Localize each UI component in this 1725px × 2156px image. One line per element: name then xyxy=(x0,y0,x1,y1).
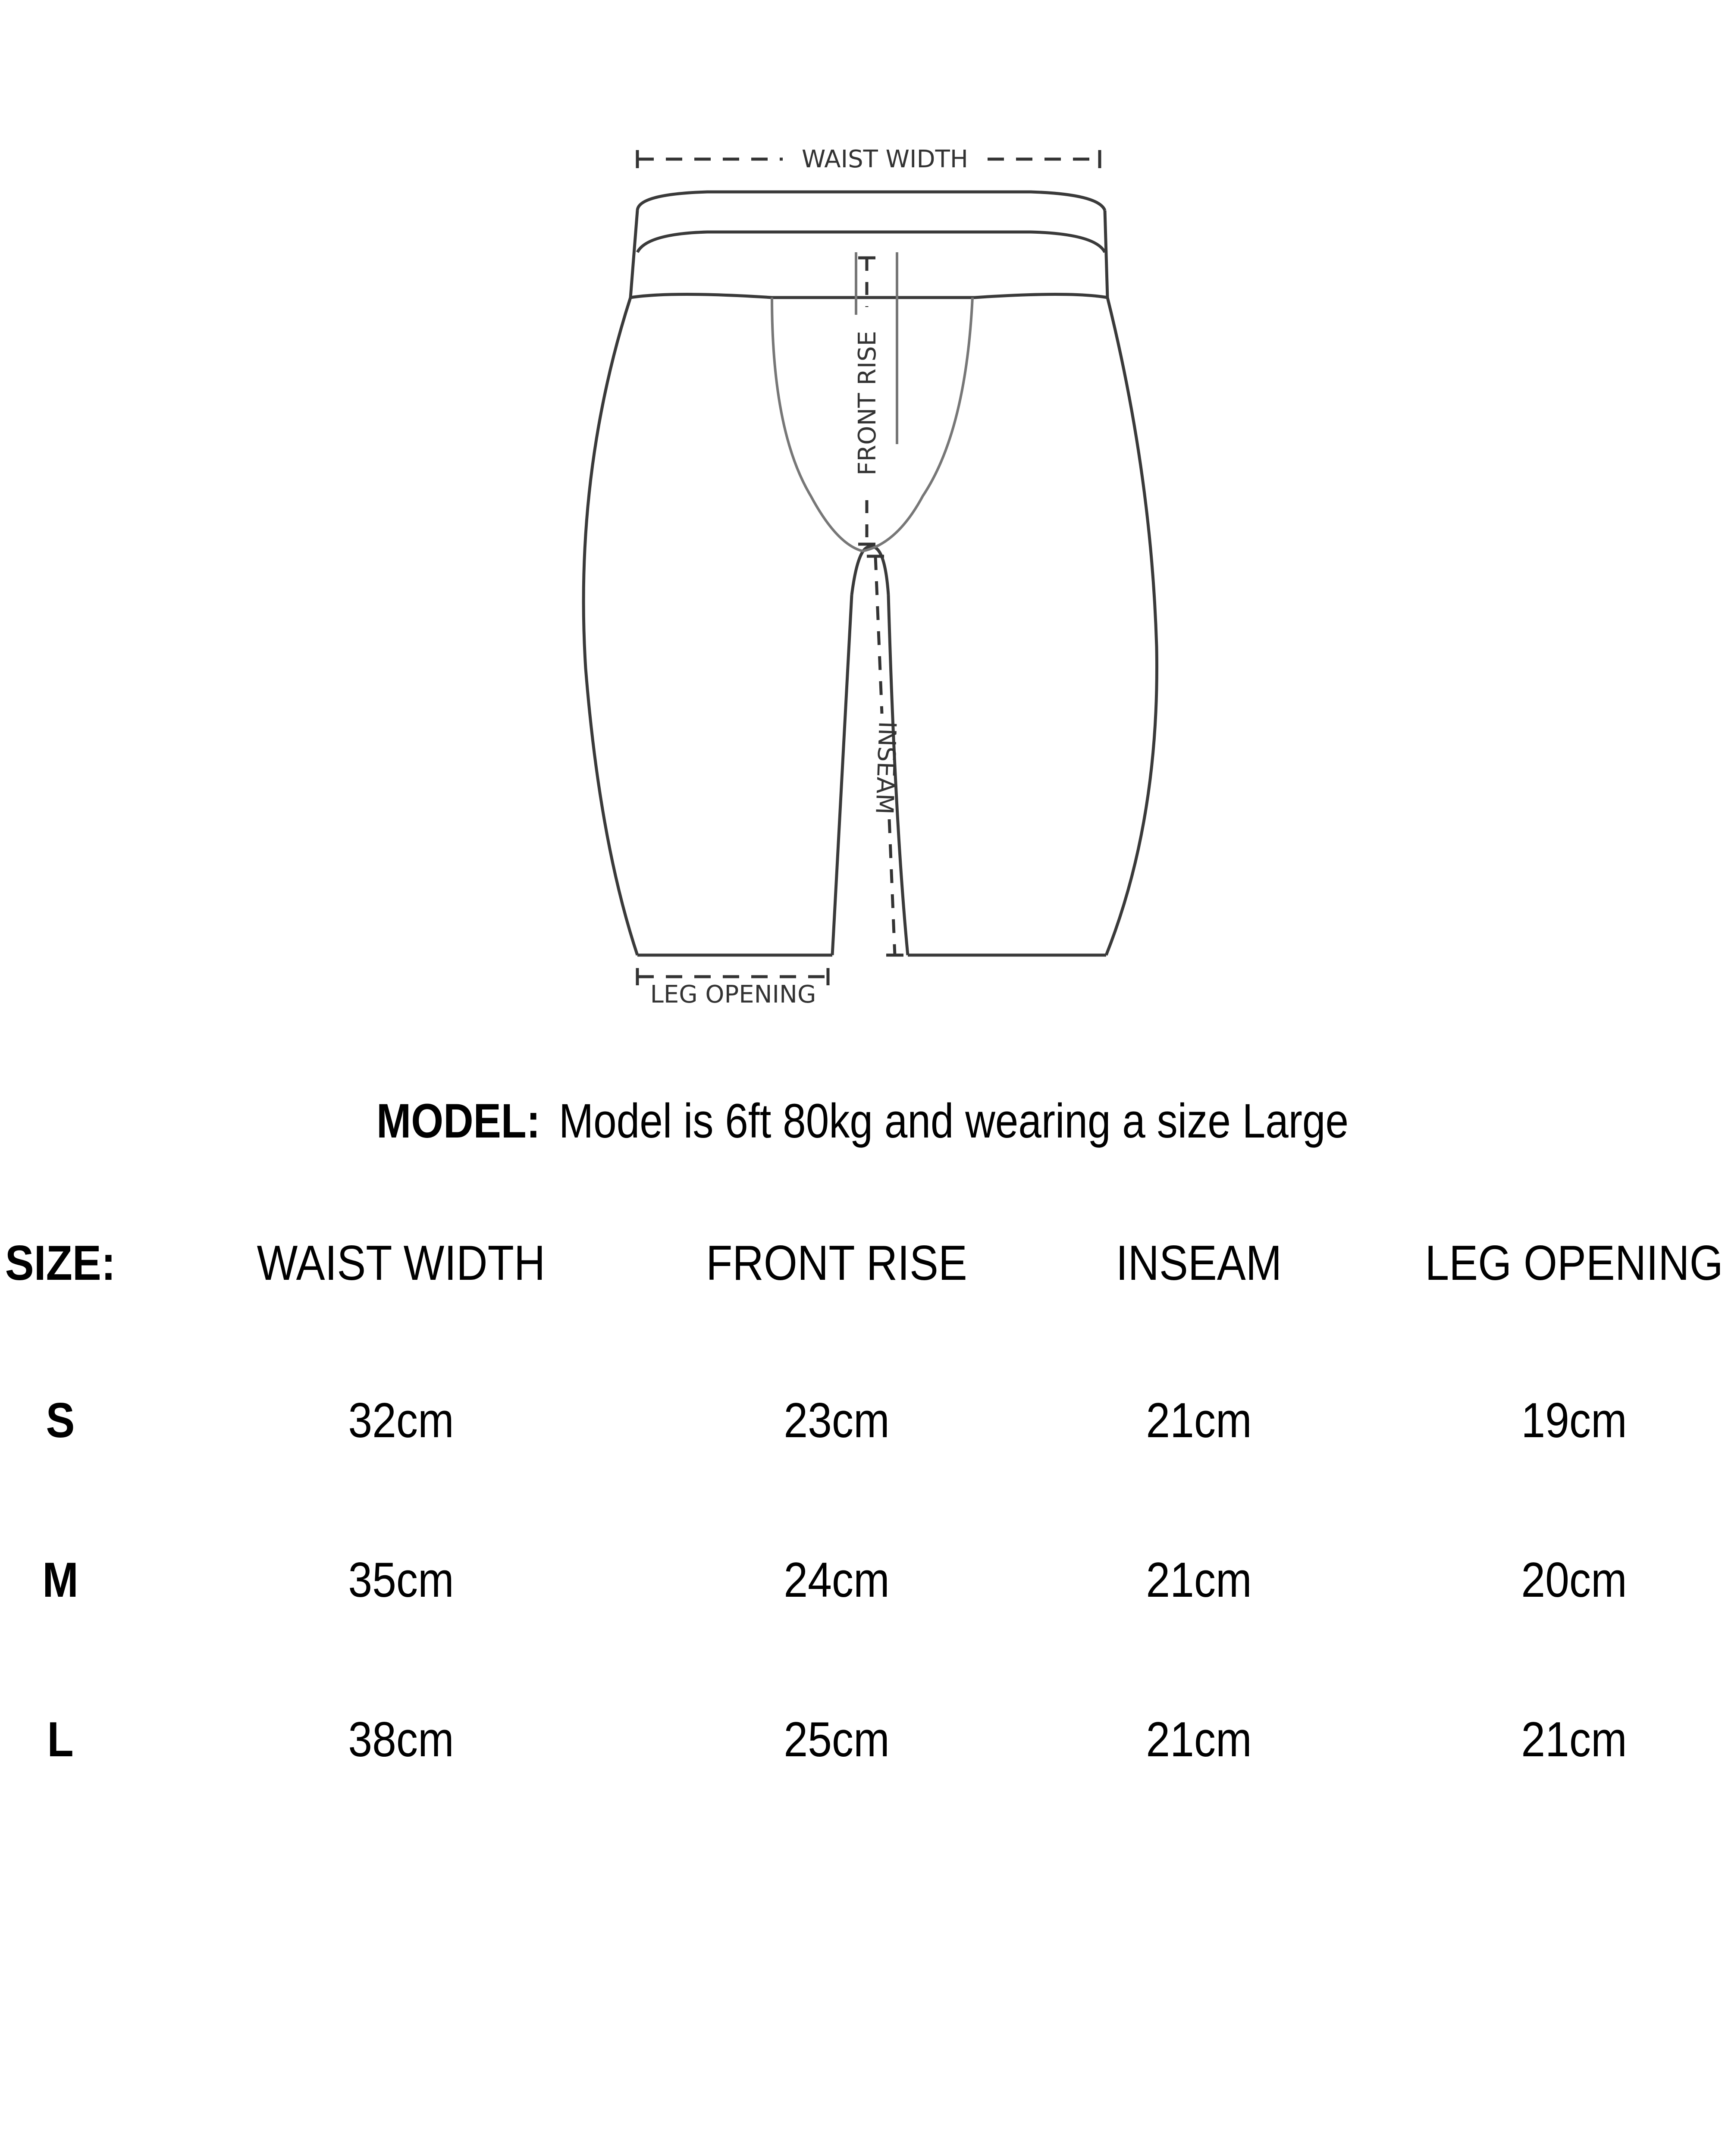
size-s-front-rise: 23cm xyxy=(784,1393,890,1448)
model-text: Model is 6ft 80kg and wearing a size Large xyxy=(558,1094,1349,1148)
leg-opening-label: LEG OPENING xyxy=(650,981,816,1009)
model-label: MODEL: xyxy=(376,1094,540,1148)
shorts-measurement-diagram xyxy=(0,0,1725,1035)
model-info xyxy=(121,1087,1604,1156)
front-rise-label: FRONT RISE xyxy=(853,331,881,476)
size-s-leg-opening: 19cm xyxy=(1521,1393,1627,1448)
header-inseam: INSEAM xyxy=(1116,1236,1282,1291)
size-m-leg-opening: 20cm xyxy=(1521,1553,1627,1608)
size-l-label: L xyxy=(47,1712,74,1767)
size-s-inseam: 21cm xyxy=(1146,1393,1252,1448)
waist-width-label: WAIST WIDTH xyxy=(801,145,969,173)
header-leg-opening: LEG OPENING xyxy=(1425,1236,1723,1291)
inseam-label: INSEAM xyxy=(870,721,901,815)
size-s-label: S xyxy=(46,1393,75,1448)
size-m-label: M xyxy=(42,1553,78,1608)
size-m-front-rise: 24cm xyxy=(784,1553,890,1608)
size-s-waist: 32cm xyxy=(348,1393,454,1448)
size-l-waist: 38cm xyxy=(348,1712,454,1767)
header-front-rise: FRONT RISE xyxy=(706,1236,967,1291)
size-l-leg-opening: 21cm xyxy=(1521,1712,1627,1767)
header-waist-width: WAIST WIDTH xyxy=(257,1236,546,1291)
shorts-outline xyxy=(583,192,1157,955)
size-l-front-rise: 25cm xyxy=(784,1712,890,1767)
size-l-inseam: 21cm xyxy=(1146,1712,1252,1767)
size-m-waist: 35cm xyxy=(348,1553,454,1608)
header-size: SIZE: xyxy=(5,1236,116,1291)
size-m-inseam: 21cm xyxy=(1146,1553,1252,1608)
